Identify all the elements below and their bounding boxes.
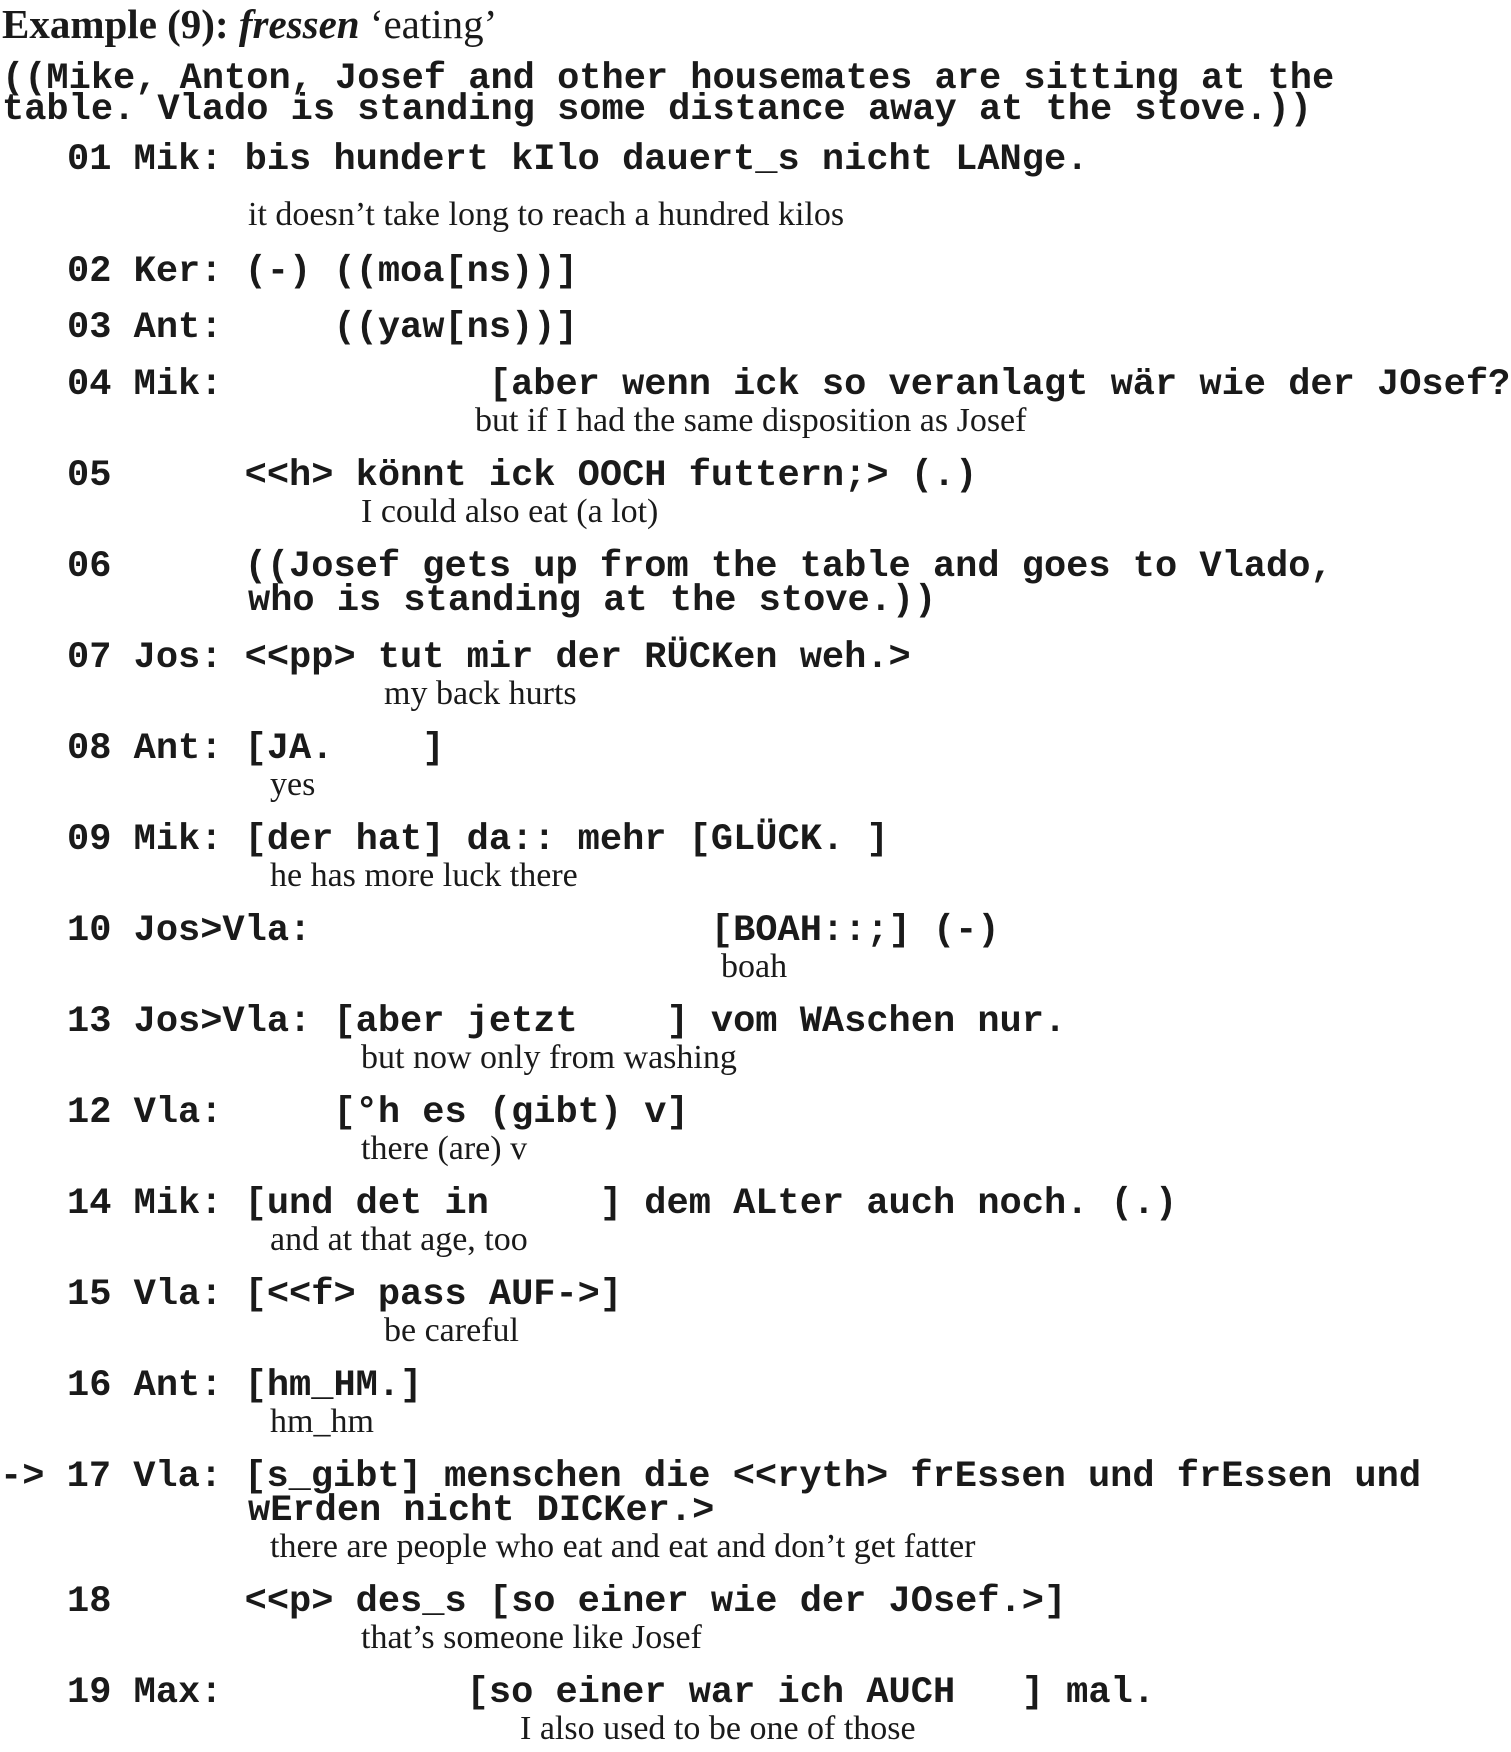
transcript-line-09: 09 Mik: [der hat] da:: mehr [GLÜCK. ] bbox=[67, 819, 889, 861]
transcript-line-14: 14 Mik: [und det in ] dem ALter auch noch. (.) bbox=[67, 1183, 1178, 1225]
transcript-line-06: 06 ((Josef gets up from the table and goes to Vlado, bbox=[67, 546, 1333, 588]
transcript-line-08: 08 Ant: [JA. ] bbox=[67, 728, 445, 770]
transcript-line-02: 02 Ker: (-) ((moa[ns))] bbox=[67, 251, 578, 293]
example-word: fressen bbox=[238, 1, 360, 47]
gloss-line-08: yes bbox=[270, 766, 316, 803]
transcript-line-18: 18 <<p> des_s [so einer wie der JOsef.>] bbox=[67, 1581, 1067, 1623]
gloss-line-12: there (are) v bbox=[361, 1130, 528, 1167]
gloss-line-01: it doesn’t take long to reach a hundred kilos bbox=[248, 196, 845, 233]
transcript-line-15: 15 Vla: [<<f> pass AUF->] bbox=[67, 1274, 623, 1316]
example-label: Example (9): bbox=[2, 1, 229, 47]
gloss-line-04: but if I had the same disposition as Josef bbox=[475, 402, 1027, 439]
transcript-line-01: 01 Mik: bis hundert kIlo dauert_s nicht LANge. bbox=[67, 139, 1089, 181]
transcript-line-17-cont: wErden nicht DICKer.> bbox=[248, 1490, 715, 1532]
transcript-line-17: -> 17 Vla: [s_gibt] menschen die <<ryth> frEssen und frEssen und bbox=[0, 1456, 1422, 1498]
gloss-line-16: hm_hm bbox=[270, 1403, 374, 1440]
gloss-line-15: be careful bbox=[384, 1312, 519, 1349]
transcript-line-03: 03 Ant: ((yaw[ns))] bbox=[67, 307, 578, 349]
transcript-line-13: 13 Jos>Vla: [aber jetzt ] vom WAschen nur. bbox=[67, 1001, 1067, 1043]
transcript-line-05: 05 <<h> könnt ick OOCH futtern;> (.) bbox=[67, 455, 978, 497]
gloss-line-05: I could also eat (a lot) bbox=[361, 493, 659, 530]
context-line-1: ((Mike, Anton, Josef and other housemates are sitting at the bbox=[2, 58, 1335, 100]
gloss-line-19: I also used to be one of those bbox=[520, 1710, 916, 1747]
transcript-line-19: 19 Max: [so einer war ich AUCH ] mal. bbox=[67, 1672, 1155, 1714]
transcript-line-16: 16 Ant: [hm_HM.] bbox=[67, 1365, 423, 1407]
transcript-line-07: 07 Jos: <<pp> tut mir der RÜCKen weh.> bbox=[67, 637, 911, 679]
transcript-line-10: 10 Jos>Vla: [BOAH::;] (-) bbox=[67, 910, 1000, 952]
example-title bbox=[2, 0, 497, 48]
transcript-line-12: 12 Vla: [°h es (gibt) v] bbox=[67, 1092, 689, 1134]
gloss-line-07: my back hurts bbox=[384, 675, 577, 712]
context-line-2: table. Vlado is standing some distance away at the stove.)) bbox=[2, 89, 1313, 131]
gloss-line-14: and at that age, too bbox=[270, 1221, 528, 1258]
gloss-line-10: boah bbox=[721, 948, 788, 985]
transcript-line-06-cont: who is standing at the stove.)) bbox=[248, 580, 937, 622]
gloss-line-13: but now only from washing bbox=[361, 1039, 737, 1076]
gloss-line-18: that’s someone like Josef bbox=[361, 1619, 702, 1656]
example-gloss: ‘eating’ bbox=[369, 1, 498, 47]
gloss-line-09: he has more luck there bbox=[270, 857, 578, 894]
transcript-line-04: 04 Mik: [aber wenn ick so veranlagt wär wie der JOsef? bbox=[67, 364, 1511, 406]
gloss-line-17: there are people who eat and eat and don’t get fatter bbox=[270, 1528, 976, 1565]
